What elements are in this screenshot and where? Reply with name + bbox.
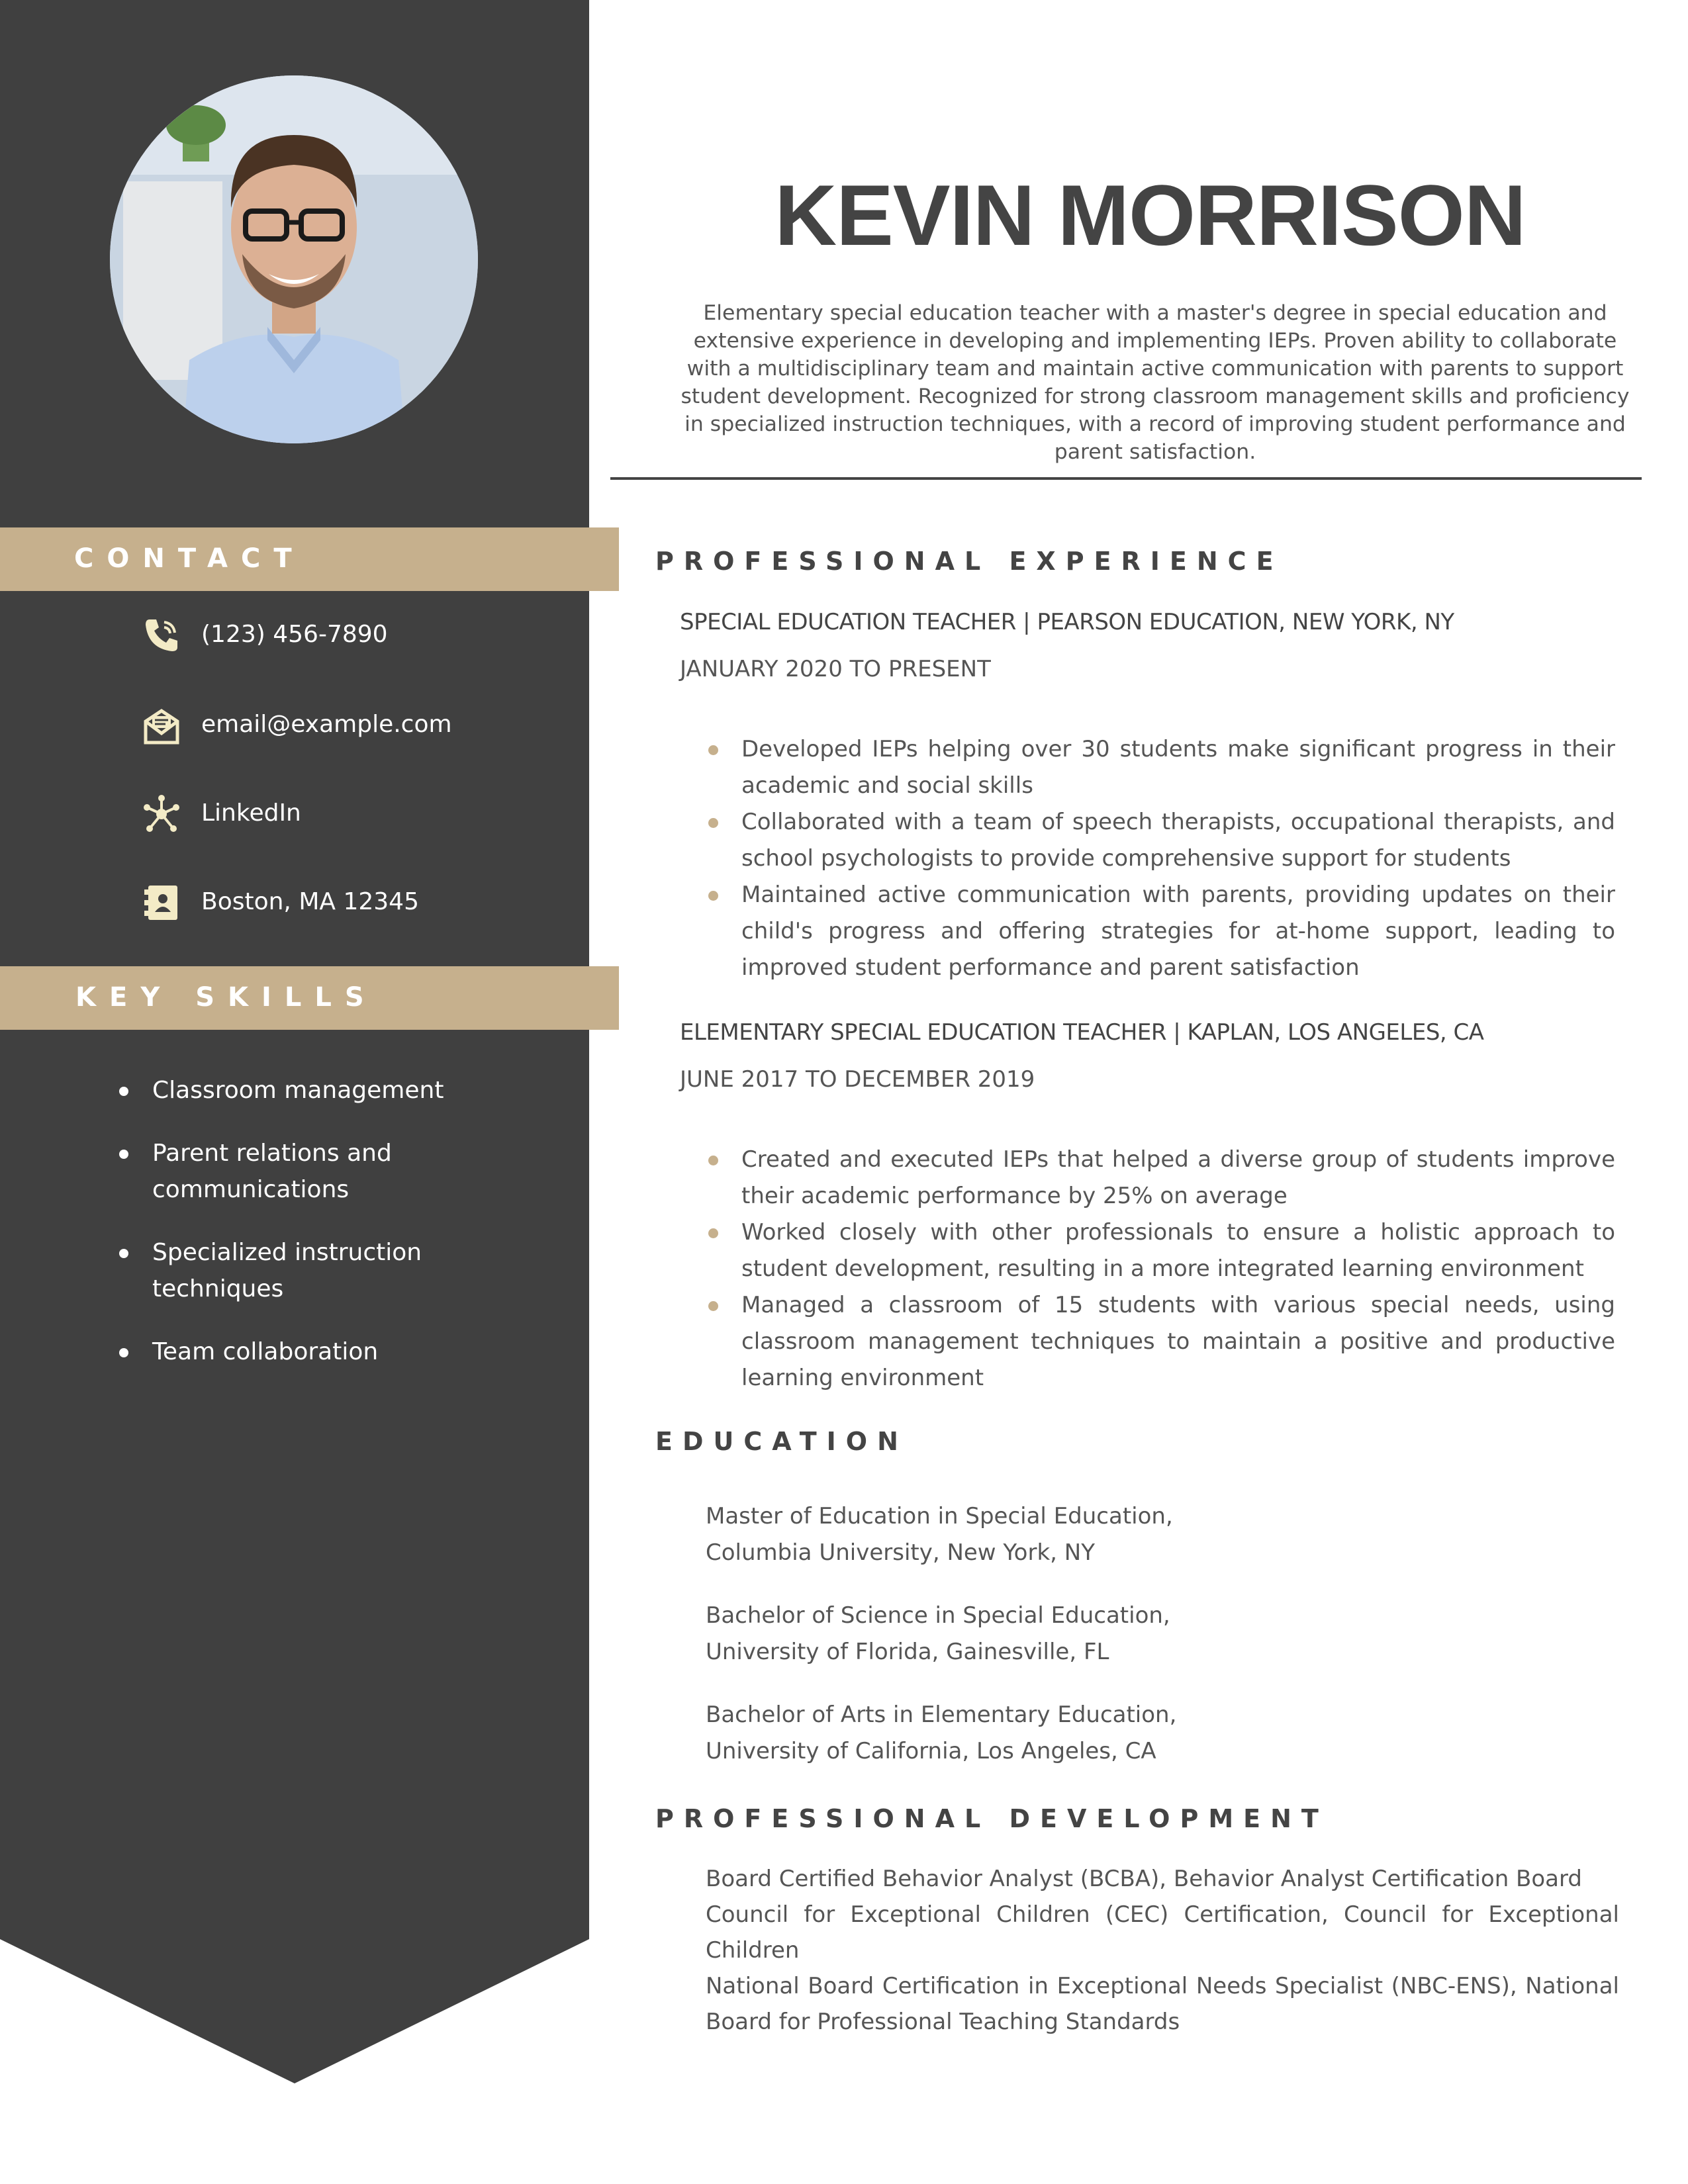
skills-section-header: [0, 966, 619, 1030]
email-icon: [142, 705, 181, 745]
skills-title: KEY SKILLS: [75, 982, 377, 1013]
email-text: email@example.com: [201, 711, 452, 738]
education-title: EDUCATION: [655, 1427, 908, 1456]
contact-section-header: [0, 527, 619, 591]
address-text: Boston, MA 12345: [201, 888, 419, 915]
education-entry: [706, 1498, 1619, 1571]
bullet-dot: [708, 1228, 718, 1238]
degree-name: Bachelor of Arts in Elementary Education,: [706, 1702, 1177, 1728]
contact-linkedin: [142, 794, 565, 841]
bullet-dot: [708, 745, 718, 755]
skill-item: Specialized instruction techniques: [114, 1234, 551, 1307]
school-name: University of California, Los Angeles, CA: [706, 1738, 1156, 1764]
header-divider: [610, 477, 1642, 480]
contact-address: [142, 883, 565, 929]
contact-email: [142, 705, 565, 752]
contact-phone: [142, 615, 565, 662]
bullet-dot: [119, 1150, 128, 1159]
professional-summary: Elementary special education teacher with a master's degree in special education and extensive experience in developing and implementing IEPs. Proven ability to collaborate with a multidisciplinary team and maintain active communication with parents to support student development. Recognized for strong classroom management skills and proficiency in specialized instruction techniques, with a record of improving student performance and parent satisfaction.: [680, 301, 1630, 464]
school-name: Columbia University, New York, NY: [706, 1539, 1095, 1566]
bullet-dot: [708, 818, 718, 828]
job-bullet: Managed a classroom of 15 students with various special needs, using classroom management techniques to maintain a positive and productive learning environment: [708, 1287, 1615, 1396]
bullet-dot: [708, 891, 718, 901]
job-title: SPECIAL EDUCATION TEACHER | PEARSON EDUCATION, NEW YORK, NY: [680, 609, 1454, 635]
job-dates: JANUARY 2020 TO PRESENT: [680, 656, 991, 682]
bullet-dot: [119, 1348, 128, 1357]
degree-name: Bachelor of Science in Special Education,: [706, 1602, 1170, 1629]
job-title: ELEMENTARY SPECIAL EDUCATION TEACHER | KAPLAN, LOS ANGELES, CA: [680, 1019, 1484, 1046]
phone-text: (123) 456-7890: [201, 621, 388, 648]
skills-list: [114, 1072, 551, 1396]
skill-item: Team collaboration: [114, 1334, 551, 1370]
degree-name: Master of Education in Special Education,: [706, 1503, 1173, 1529]
phone-icon: [142, 615, 181, 655]
contact-title: CONTACT: [74, 543, 305, 574]
job-bullet: Collaborated with a team of speech therapists, occupational therapists, and school psychologists to provide comprehensive support for students: [708, 804, 1615, 877]
job-bullet: Maintained active communication with parents, providing updates on their child's progress and offering strategies for at-home support, leading to improved student performance and parent satisfaction: [708, 877, 1615, 986]
job-bullet: Created and executed IEPs that helped a diverse group of students improve their academic performance by 25% on average: [708, 1142, 1615, 1214]
job-bullet: Worked closely with other professionals to ensure a holistic approach to student development, resulting in a more integrated learning environment: [708, 1214, 1615, 1287]
development-list: [706, 1861, 1619, 2040]
skill-item: Classroom management: [114, 1072, 551, 1109]
skill-item: Parent relations and communications: [114, 1135, 430, 1208]
bullet-dot: [708, 1156, 718, 1165]
linkedin-text: LinkedIn: [201, 799, 301, 827]
experience-title: PROFESSIONAL EXPERIENCE: [655, 547, 1284, 576]
development-item: Board Certified Behavior Analyst (BCBA), Behavior Analyst Certification Board: [706, 1866, 1582, 1892]
bullet-dot: [708, 1301, 718, 1311]
education-entry: [706, 1697, 1619, 1770]
job-bullet: Developed IEPs helping over 30 students make significant progress in their academic and social skills: [708, 731, 1615, 804]
development-item: Council for Exceptional Children (CEC) Certification, Council for Exceptional Children: [706, 1901, 1619, 1964]
development-item: National Board Certification in Exceptional Needs Specialist (NBC-ENS), National Board for Professional Teaching Standards: [706, 1973, 1619, 2035]
job-bullets: [708, 731, 1615, 986]
job-bullets: [708, 1142, 1615, 1396]
bullet-dot: [119, 1087, 128, 1096]
job-dates: JUNE 2017 TO DECEMBER 2019: [680, 1066, 1035, 1093]
network-icon: [142, 794, 181, 834]
bullet-dot: [119, 1249, 128, 1258]
contact-card-icon: [142, 883, 181, 923]
education-entry: [706, 1598, 1619, 1670]
school-name: University of Florida, Gainesville, FL: [706, 1639, 1109, 1665]
development-title: PROFESSIONAL DEVELOPMENT: [655, 1804, 1329, 1833]
profile-photo: [110, 75, 478, 443]
candidate-name: KEVIN MORRISON: [774, 167, 1526, 263]
